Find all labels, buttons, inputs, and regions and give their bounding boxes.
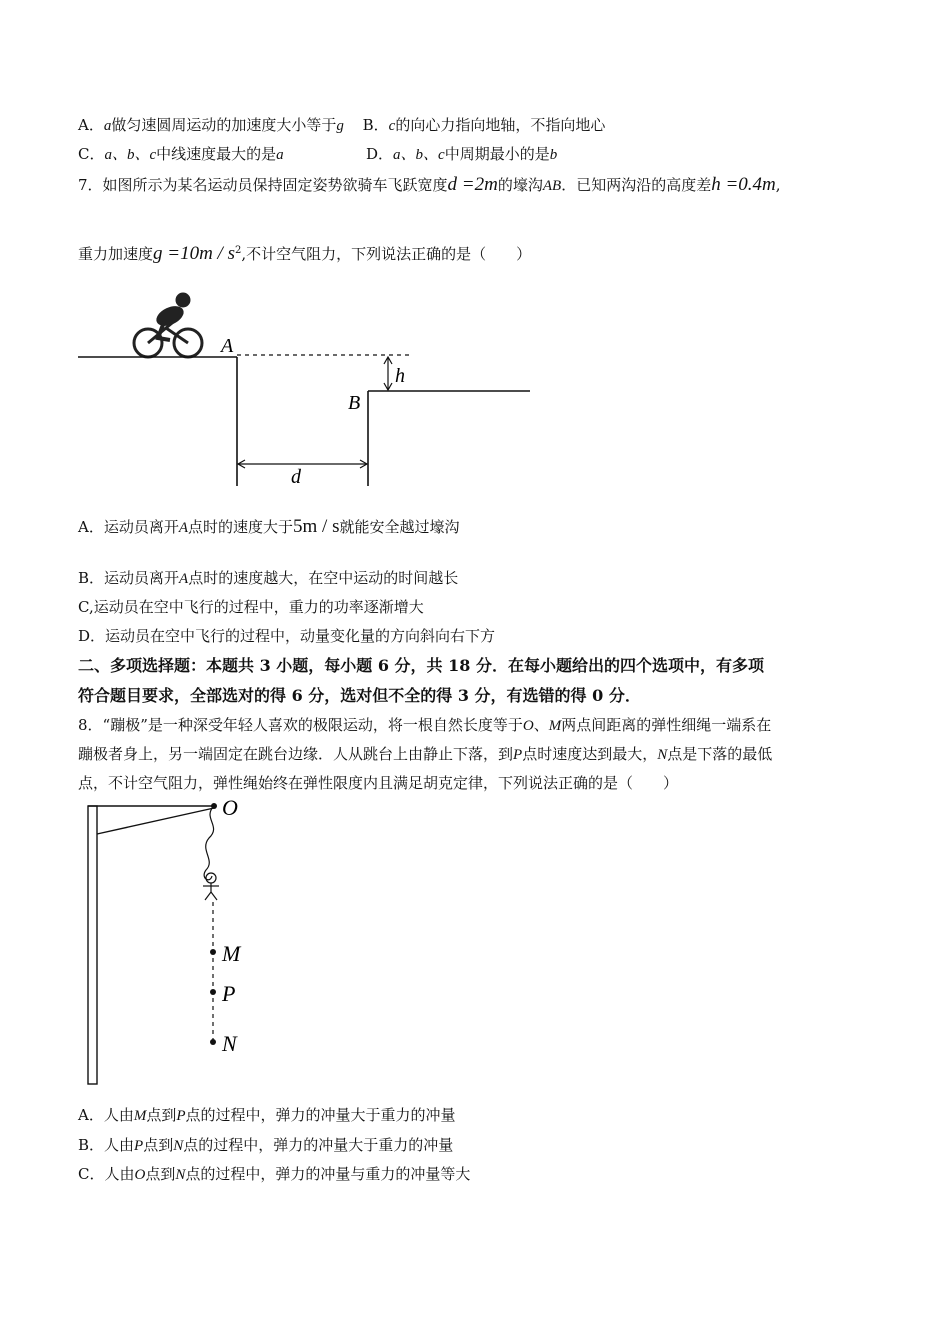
q7-option-b: [78, 567, 458, 590]
q8-opt-var: P: [176, 1108, 186, 1124]
q8-opt-var: N: [173, 1138, 184, 1154]
q8-opt-text: 点的过程中，弹力的冲量大于重力的冲量: [185, 1106, 456, 1124]
q8-text: 点时速度达到最大，: [522, 745, 658, 763]
q8-opt-text: C．人由: [78, 1165, 135, 1183]
q8-opt-text: 点到: [143, 1136, 174, 1154]
q6-option-b-var: c: [388, 118, 396, 134]
q6-option-a-text: 做匀速圆周运动的加速度大小等于: [111, 116, 337, 134]
q7-option-a: [78, 516, 460, 539]
q7-math-g: g =10m / s: [153, 243, 235, 264]
q8-var-n: N: [657, 747, 668, 763]
q8-stem-line1: [78, 714, 771, 737]
q6-option-c-vars: a、b、c: [104, 147, 157, 163]
q6-option-a-var2: g: [336, 118, 344, 134]
q8-option-a: [78, 1104, 456, 1127]
q8-text: 、: [533, 716, 549, 734]
q7-opt-text: 就能安全越过壕沟: [339, 518, 460, 536]
jumper-icon: [203, 873, 219, 900]
platform-brace: [97, 808, 214, 834]
label-P: P: [222, 981, 236, 1006]
q7-text: ,不计空气阻力，下列说法正确的是（ ）: [241, 245, 532, 263]
label-M: M: [222, 941, 241, 966]
platform-post: [88, 806, 97, 1084]
q6-option-d-text: 中周期最小的是: [444, 145, 550, 163]
label-N: N: [222, 1031, 237, 1056]
q8-text: 点是下落的最低: [667, 745, 773, 763]
q6-option-b-prefix: B．: [362, 116, 389, 134]
q8-opt-text: 点到: [146, 1106, 177, 1124]
q6-option-c-text: 中线速度最大的是: [156, 145, 277, 163]
q6-options-ab: [78, 114, 605, 137]
q7-ditch-figure: [78, 288, 538, 488]
q8-option-c: [78, 1163, 470, 1186]
q8-opt-var: O: [134, 1167, 146, 1183]
q8-text: 8．“蹦极”是一种深受年轻人喜欢的极限运动，将一根自然长度等于: [78, 716, 523, 734]
q7-option-c: C,运动员在空中飞行的过程中，重力的功率逐渐增大: [78, 598, 424, 616]
q8-opt-var: M: [133, 1108, 147, 1124]
q7-opt-text: B．运动员离开: [78, 569, 180, 587]
q7-opt-var: A: [178, 520, 189, 536]
q6-option-d-vars: a、b、c: [393, 147, 445, 163]
q8-var-p: P: [513, 747, 523, 763]
section2-heading-line2: 符合题目要求，全部选对的得 6 分，选对但不全的得 3 分，有选错的得 0 分．: [78, 686, 641, 705]
q7-math-g-sup: 2: [234, 245, 242, 256]
point-P: [210, 989, 216, 995]
q7-opt-var: A: [179, 571, 189, 587]
q8-bungee-figure: [84, 795, 264, 1093]
q6-option-c-prefix: C．: [78, 145, 105, 163]
label-h: h: [395, 365, 405, 387]
q6-option-d-var2: b: [549, 147, 558, 163]
q8-opt-text: 点的过程中，弹力的冲量大于重力的冲量: [183, 1136, 454, 1154]
q7-text: 7．如图所示为某名运动员保持固定姿势欲骑车飞跃宽度: [78, 176, 448, 194]
q8-opt-text: 点到: [145, 1165, 176, 1183]
q6-option-a-var: a: [103, 118, 112, 134]
label-A: A: [221, 335, 234, 357]
q6-option-d-prefix: D．: [366, 145, 394, 163]
q7-text: 重力加速度: [78, 245, 154, 263]
q8-stem-line2: [78, 743, 772, 766]
q8-var-m: M: [548, 718, 562, 734]
q6-option-b-text: 的向心力指向地轴，不指向地心: [395, 116, 606, 134]
bungee-rope: [204, 806, 214, 880]
q6-options-c: [78, 143, 284, 166]
q8-option-b: [78, 1134, 453, 1157]
label-d: d: [291, 466, 301, 488]
point-N: [210, 1039, 216, 1045]
q7-text: ．已知两沟沿的高度差: [561, 176, 712, 194]
q7-math-h: h =0.4m: [711, 174, 776, 195]
q6-option-c-var2: a: [276, 147, 284, 163]
q8-text: 蹦极者身上，另一端固定在跳台边缘．人从跳台上由静止下落，到: [78, 745, 514, 763]
q8-text: 两点间距离的弹性细绳一端系在: [561, 716, 772, 734]
label-B: B: [348, 392, 361, 414]
q7-opt-text: 点时的速度越大，在空中运动的时间越长: [188, 569, 459, 587]
q7-stem-line1: [78, 174, 781, 197]
cyclist-icon: [134, 293, 202, 357]
point-M: [210, 949, 216, 955]
q8-var-o: O: [522, 718, 534, 734]
q7-math-d: d =2m: [447, 174, 498, 195]
q8-opt-var: P: [134, 1138, 144, 1154]
q8-stem-line3: 点，不计空气阻力，弹性绳始终在弹性限度内且满足胡克定律，下列说法正确的是（ ）: [78, 774, 679, 792]
q7-text: 的壕沟: [497, 176, 543, 194]
label-O: O: [222, 795, 238, 820]
q8-opt-var: N: [175, 1167, 186, 1183]
q7-option-d: D．运动员在空中飞行的过程中，动量变化量的方向斜向右下方: [78, 627, 496, 645]
q6-option-a-prefix: A．: [78, 116, 104, 134]
q8-opt-text: B．人由: [78, 1136, 135, 1154]
section2-heading-line1: 二、多项选择题：本题共 3 小题，每小题 6 分，共 18 分．在每小题给出的四个选项中，有多项: [78, 656, 764, 675]
q7-opt-text: 点时的速度大于: [188, 518, 294, 536]
q6-options-d: [366, 143, 557, 166]
q8-opt-text: 点的过程中，弹力的冲量与重力的冲量等大: [185, 1165, 471, 1183]
q8-opt-text: A．人由: [78, 1106, 134, 1124]
q7-text: ,: [775, 176, 781, 194]
q7-var-ab: AB: [542, 178, 562, 194]
q7-opt-a-math: 5m / s: [293, 516, 340, 537]
q7-opt-text: A．运动员离开: [78, 518, 179, 536]
q7-stem-line2: [78, 240, 531, 265]
